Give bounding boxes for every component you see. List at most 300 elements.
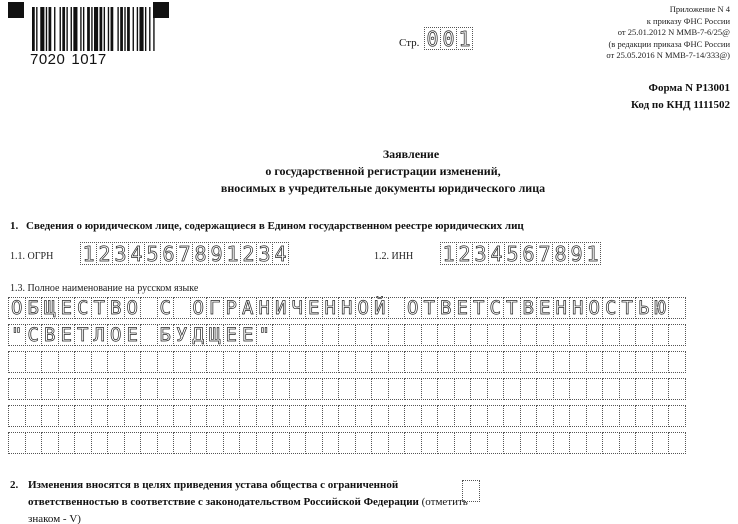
- full-name-char-cell[interactable]: [652, 378, 670, 400]
- full-name-char-cell[interactable]: Е: [223, 324, 241, 346]
- full-name-char-cell[interactable]: [602, 432, 620, 454]
- full-name-char-cell[interactable]: [470, 324, 488, 346]
- full-name-char-cell[interactable]: [569, 351, 587, 373]
- full-name-char-cell[interactable]: [586, 324, 604, 346]
- full-name-char-cell[interactable]: [388, 297, 406, 319]
- full-name-char-cell[interactable]: [553, 351, 571, 373]
- full-name-char-cell[interactable]: О: [190, 297, 208, 319]
- page-digit-cell[interactable]: 1: [456, 27, 473, 50]
- full-name-char-cell[interactable]: [74, 351, 92, 373]
- full-name-char-cell[interactable]: [619, 324, 637, 346]
- full-name-char-cell[interactable]: [454, 432, 472, 454]
- full-name-char-cell[interactable]: О: [355, 297, 373, 319]
- full-name-char-cell[interactable]: [289, 432, 307, 454]
- full-name-char-cell[interactable]: [107, 351, 125, 373]
- full-name-char-cell[interactable]: [223, 432, 241, 454]
- full-name-char-cell[interactable]: [487, 351, 505, 373]
- full-name-char-cell[interactable]: Е: [305, 297, 323, 319]
- full-name-char-cell[interactable]: [173, 378, 191, 400]
- full-name-char-cell[interactable]: О: [404, 297, 422, 319]
- barcode-bar: [111, 7, 114, 51]
- full-name-char-cell[interactable]: [470, 351, 488, 373]
- full-name-char-cell[interactable]: В: [437, 297, 455, 319]
- form-id: [631, 80, 730, 114]
- full-name-char-cell[interactable]: Н: [569, 297, 587, 319]
- full-name-char-cell[interactable]: [41, 432, 59, 454]
- full-name-char-cell[interactable]: [520, 351, 538, 373]
- annex-note: [606, 4, 730, 62]
- full-name-char-cell[interactable]: [256, 351, 274, 373]
- full-name-char-cell[interactable]: Н: [553, 297, 571, 319]
- full-name-row[interactable]: [8, 324, 685, 347]
- full-name-char-cell[interactable]: [602, 324, 620, 346]
- full-name-char-cell[interactable]: [91, 378, 109, 400]
- full-name-char-cell[interactable]: [487, 324, 505, 346]
- full-name-char-cell[interactable]: ": [8, 324, 26, 346]
- full-name-char-cell[interactable]: ": [256, 324, 274, 346]
- full-name-char-cell[interactable]: [91, 405, 109, 427]
- full-name-char-cell[interactable]: [355, 351, 373, 373]
- full-name-char-cell[interactable]: [652, 405, 670, 427]
- full-name-char-cell[interactable]: [569, 324, 587, 346]
- full-name-char-cell[interactable]: [25, 405, 43, 427]
- full-name-char-cell[interactable]: [157, 351, 175, 373]
- full-name-char-cell[interactable]: [536, 405, 554, 427]
- full-name-char-cell[interactable]: [454, 378, 472, 400]
- full-name-row[interactable]: [8, 405, 685, 428]
- full-name-char-cell[interactable]: [404, 351, 422, 373]
- full-name-char-cell[interactable]: Т: [470, 297, 488, 319]
- full-name-char-cell[interactable]: Е: [58, 324, 76, 346]
- full-name-char-cell[interactable]: [206, 351, 224, 373]
- full-name-char-cell[interactable]: [635, 351, 653, 373]
- full-name-char-cell[interactable]: [454, 405, 472, 427]
- full-name-char-cell[interactable]: С: [25, 324, 43, 346]
- full-name-char-cell[interactable]: [25, 351, 43, 373]
- full-name-char-cell[interactable]: [421, 378, 439, 400]
- full-name-row[interactable]: [8, 297, 685, 320]
- full-name-char-cell[interactable]: И: [272, 297, 290, 319]
- inn-digit-cell[interactable]: 3: [472, 242, 489, 265]
- barcode-bar: [80, 7, 81, 51]
- full-name-char-cell[interactable]: [668, 351, 686, 373]
- full-name-char-cell[interactable]: Т: [74, 324, 92, 346]
- full-name-char-cell[interactable]: [569, 405, 587, 427]
- full-name-char-cell[interactable]: [470, 405, 488, 427]
- barcode-bar: [62, 7, 65, 51]
- ogrn-digit-cell[interactable]: 2: [96, 242, 113, 265]
- charter-compliance-checkbox[interactable]: [462, 480, 480, 502]
- full-name-char-cell[interactable]: [206, 378, 224, 400]
- full-name-char-cell[interactable]: Е: [58, 297, 76, 319]
- full-name-char-cell[interactable]: [74, 378, 92, 400]
- full-name-char-cell[interactable]: [41, 405, 59, 427]
- full-name-char-cell[interactable]: [421, 432, 439, 454]
- full-name-char-cell[interactable]: [503, 405, 521, 427]
- full-name-char-cell[interactable]: [140, 378, 158, 400]
- full-name-char-cell[interactable]: С: [487, 297, 505, 319]
- full-name-char-cell[interactable]: Н: [322, 297, 340, 319]
- full-name-char-cell[interactable]: Щ: [206, 324, 224, 346]
- barcode-bar: [54, 7, 55, 51]
- full-name-char-cell[interactable]: С: [157, 297, 175, 319]
- ogrn-digit-cell[interactable]: 4: [272, 242, 289, 265]
- full-name-char-cell[interactable]: [305, 351, 323, 373]
- full-name-char-cell[interactable]: [272, 378, 290, 400]
- barcode-number-part: 7020: [30, 51, 66, 68]
- full-name-char-cell[interactable]: [404, 432, 422, 454]
- full-name-char-cell[interactable]: Щ: [41, 297, 59, 319]
- full-name-char-cell[interactable]: [355, 324, 373, 346]
- full-name-char-cell[interactable]: [437, 432, 455, 454]
- ogrn-digit-cell[interactable]: 6: [160, 242, 177, 265]
- full-name-char-cell[interactable]: [124, 432, 142, 454]
- full-name-char-cell[interactable]: [437, 324, 455, 346]
- full-name-char-cell[interactable]: [668, 405, 686, 427]
- full-name-char-cell[interactable]: [470, 432, 488, 454]
- form-knd: Код по КНД 1111502: [630, 99, 730, 111]
- full-name-char-cell[interactable]: [256, 405, 274, 427]
- full-name-char-cell[interactable]: [272, 405, 290, 427]
- ogrn-digit-cell[interactable]: 1: [80, 242, 97, 265]
- full-name-char-cell[interactable]: [239, 432, 257, 454]
- full-name-char-cell[interactable]: В: [41, 324, 59, 346]
- full-name-char-cell[interactable]: Е: [124, 324, 142, 346]
- full-name-char-cell[interactable]: [503, 351, 521, 373]
- full-name-char-cell[interactable]: [8, 378, 26, 400]
- full-name-char-cell[interactable]: [140, 324, 158, 346]
- full-name-char-cell[interactable]: [487, 405, 505, 427]
- ogrn-digit-cell[interactable]: 9: [208, 242, 225, 265]
- full-name-char-cell[interactable]: [140, 351, 158, 373]
- full-name-char-cell[interactable]: [8, 432, 26, 454]
- full-name-char-cell[interactable]: [553, 324, 571, 346]
- full-name-char-cell[interactable]: [635, 432, 653, 454]
- full-name-char-cell[interactable]: Т: [503, 297, 521, 319]
- full-name-char-cell[interactable]: Е: [536, 297, 554, 319]
- full-name-char-cell[interactable]: [107, 378, 125, 400]
- full-name-char-cell[interactable]: [124, 351, 142, 373]
- full-name-char-cell[interactable]: [157, 378, 175, 400]
- full-name-char-cell[interactable]: [371, 405, 389, 427]
- full-name-char-cell[interactable]: [569, 432, 587, 454]
- full-name-char-cell[interactable]: [289, 351, 307, 373]
- inn-digit-cell[interactable]: 8: [552, 242, 569, 265]
- full-name-char-cell[interactable]: [388, 351, 406, 373]
- full-name-char-cell[interactable]: [371, 324, 389, 346]
- full-name-char-cell[interactable]: Т: [619, 297, 637, 319]
- full-name-char-cell[interactable]: [322, 378, 340, 400]
- full-name-char-cell[interactable]: [289, 324, 307, 346]
- full-name-char-cell[interactable]: [58, 378, 76, 400]
- full-name-char-cell[interactable]: [503, 324, 521, 346]
- full-name-char-cell[interactable]: [487, 378, 505, 400]
- full-name-char-cell[interactable]: [322, 432, 340, 454]
- full-name-char-cell[interactable]: Й: [371, 297, 389, 319]
- full-name-char-cell[interactable]: [322, 351, 340, 373]
- full-name-char-cell[interactable]: [289, 405, 307, 427]
- ogrn-digit-cell[interactable]: 8: [192, 242, 209, 265]
- full-name-char-cell[interactable]: [668, 297, 686, 319]
- full-name-char-cell[interactable]: [404, 405, 422, 427]
- full-name-char-cell[interactable]: Д: [190, 324, 208, 346]
- full-name-char-cell[interactable]: [619, 378, 637, 400]
- full-name-char-cell[interactable]: Б: [157, 324, 175, 346]
- barcode-bar: [36, 7, 37, 51]
- barcode-bar: [117, 7, 118, 51]
- full-name-char-cell[interactable]: [635, 324, 653, 346]
- full-name-char-cell[interactable]: [619, 405, 637, 427]
- full-name-char-cell[interactable]: С: [74, 297, 92, 319]
- full-name-char-cell[interactable]: О: [586, 297, 604, 319]
- full-name-char-cell[interactable]: Н: [338, 297, 356, 319]
- full-name-char-cell[interactable]: [8, 405, 26, 427]
- full-name-char-cell[interactable]: Ч: [289, 297, 307, 319]
- ogrn-digit-cell[interactable]: 2: [240, 242, 257, 265]
- barcode-bar: [137, 7, 138, 51]
- ogrn-digit-cell[interactable]: 4: [128, 242, 145, 265]
- full-name-row[interactable]: [8, 378, 685, 401]
- full-name-char-cell[interactable]: [157, 432, 175, 454]
- full-name-char-cell[interactable]: [124, 378, 142, 400]
- full-name-char-cell[interactable]: [173, 297, 191, 319]
- full-name-char-cell[interactable]: [421, 324, 439, 346]
- full-name-char-cell[interactable]: [421, 351, 439, 373]
- full-name-char-cell[interactable]: [536, 324, 554, 346]
- full-name-char-cell[interactable]: [454, 351, 472, 373]
- barcode-bar: [108, 7, 109, 51]
- full-name-char-cell[interactable]: [272, 324, 290, 346]
- full-name-char-cell[interactable]: [487, 432, 505, 454]
- full-name-char-cell[interactable]: [437, 405, 455, 427]
- full-name-char-cell[interactable]: [553, 378, 571, 400]
- full-name-char-cell[interactable]: [586, 351, 604, 373]
- full-name-char-cell[interactable]: [437, 378, 455, 400]
- full-name-char-cell[interactable]: Ь: [635, 297, 653, 319]
- full-name-char-cell[interactable]: [586, 378, 604, 400]
- full-name-char-cell[interactable]: [338, 378, 356, 400]
- full-name-char-cell[interactable]: [8, 351, 26, 373]
- full-name-row[interactable]: [8, 351, 685, 374]
- ogrn-digit-cell[interactable]: 3: [256, 242, 273, 265]
- full-name-char-cell[interactable]: [635, 378, 653, 400]
- page-digit-cell[interactable]: 0: [424, 27, 441, 50]
- full-name-char-cell[interactable]: [388, 405, 406, 427]
- full-name-char-cell[interactable]: [619, 432, 637, 454]
- full-name-char-cell[interactable]: Т: [91, 297, 109, 319]
- full-name-char-cell[interactable]: [157, 405, 175, 427]
- full-name-char-cell[interactable]: [668, 432, 686, 454]
- inn-digit-cell[interactable]: 2: [456, 242, 473, 265]
- full-name-char-cell[interactable]: [140, 297, 158, 319]
- full-name-field[interactable]: [8, 297, 685, 459]
- full-name-char-cell[interactable]: [553, 405, 571, 427]
- ogrn-digit-cell[interactable]: 1: [224, 242, 241, 265]
- full-name-char-cell[interactable]: С: [602, 297, 620, 319]
- full-name-char-cell[interactable]: [322, 324, 340, 346]
- full-name-char-cell[interactable]: Р: [223, 297, 241, 319]
- full-name-char-cell[interactable]: [388, 324, 406, 346]
- full-name-char-cell[interactable]: [569, 378, 587, 400]
- full-name-char-cell[interactable]: [338, 351, 356, 373]
- full-name-char-cell[interactable]: [404, 378, 422, 400]
- full-name-char-cell[interactable]: [652, 351, 670, 373]
- full-name-char-cell[interactable]: [239, 405, 257, 427]
- full-name-char-cell[interactable]: [553, 432, 571, 454]
- full-name-char-cell[interactable]: Б: [25, 297, 43, 319]
- full-name-char-cell[interactable]: [91, 351, 109, 373]
- annex-line: (в редакции приказа ФНС России: [608, 38, 730, 49]
- full-name-char-cell[interactable]: Е: [239, 324, 257, 346]
- full-name-char-cell[interactable]: [91, 432, 109, 454]
- full-name-char-cell[interactable]: [173, 351, 191, 373]
- page-digit-cell[interactable]: 0: [440, 27, 457, 50]
- full-name-char-cell[interactable]: [140, 432, 158, 454]
- full-name-char-cell[interactable]: [190, 405, 208, 427]
- full-name-char-cell[interactable]: [355, 378, 373, 400]
- full-name-char-cell[interactable]: [305, 405, 323, 427]
- full-name-char-cell[interactable]: [239, 378, 257, 400]
- full-name-char-cell[interactable]: [58, 351, 76, 373]
- ogrn-field[interactable]: [80, 242, 288, 265]
- full-name-char-cell[interactable]: [388, 432, 406, 454]
- full-name-char-cell[interactable]: [404, 324, 422, 346]
- full-name-char-cell[interactable]: [173, 405, 191, 427]
- inn-digit-cell[interactable]: 9: [568, 242, 585, 265]
- full-name-char-cell[interactable]: [454, 324, 472, 346]
- full-name-char-cell[interactable]: Т: [421, 297, 439, 319]
- full-name-char-cell[interactable]: [223, 405, 241, 427]
- full-name-char-cell[interactable]: [190, 351, 208, 373]
- inn-digit-cell[interactable]: 1: [440, 242, 457, 265]
- full-name-char-cell[interactable]: [437, 351, 455, 373]
- full-name-char-cell[interactable]: [58, 405, 76, 427]
- full-name-char-cell[interactable]: [520, 405, 538, 427]
- full-name-char-cell[interactable]: Г: [206, 297, 224, 319]
- full-name-char-cell[interactable]: [355, 432, 373, 454]
- full-name-char-cell[interactable]: [355, 405, 373, 427]
- full-name-char-cell[interactable]: [223, 351, 241, 373]
- full-name-char-cell[interactable]: [652, 324, 670, 346]
- full-name-char-cell[interactable]: [289, 378, 307, 400]
- full-name-char-cell[interactable]: Л: [91, 324, 109, 346]
- full-name-char-cell[interactable]: [602, 351, 620, 373]
- full-name-char-cell[interactable]: [338, 324, 356, 346]
- full-name-char-cell[interactable]: [602, 405, 620, 427]
- full-name-char-cell[interactable]: [107, 432, 125, 454]
- full-name-char-cell[interactable]: [520, 432, 538, 454]
- full-name-char-cell[interactable]: [421, 405, 439, 427]
- full-name-char-cell[interactable]: [25, 378, 43, 400]
- full-name-char-cell[interactable]: [256, 378, 274, 400]
- full-name-char-cell[interactable]: [388, 378, 406, 400]
- full-name-char-cell[interactable]: У: [173, 324, 191, 346]
- inn-digit-cell[interactable]: 4: [488, 242, 505, 265]
- barcode-bar: [139, 7, 143, 51]
- full-name-char-cell[interactable]: [272, 432, 290, 454]
- full-name-char-cell[interactable]: Н: [256, 297, 274, 319]
- full-name-char-cell[interactable]: [305, 378, 323, 400]
- full-name-char-cell[interactable]: [602, 378, 620, 400]
- full-name-char-cell[interactable]: [206, 405, 224, 427]
- full-name-char-cell[interactable]: [668, 378, 686, 400]
- full-name-char-cell[interactable]: [239, 351, 257, 373]
- full-name-char-cell[interactable]: [586, 432, 604, 454]
- full-name-char-cell[interactable]: [338, 405, 356, 427]
- full-name-char-cell[interactable]: [338, 432, 356, 454]
- full-name-char-cell[interactable]: [256, 432, 274, 454]
- ogrn-digit-cell[interactable]: 5: [144, 242, 161, 265]
- full-name-char-cell[interactable]: [503, 432, 521, 454]
- full-name-char-cell[interactable]: [668, 324, 686, 346]
- full-name-char-cell[interactable]: [305, 324, 323, 346]
- ogrn-digit-cell[interactable]: 3: [112, 242, 129, 265]
- full-name-char-cell[interactable]: [107, 405, 125, 427]
- full-name-char-cell[interactable]: [223, 378, 241, 400]
- full-name-char-cell[interactable]: О: [107, 324, 125, 346]
- ogrn-digit-cell[interactable]: 7: [176, 242, 193, 265]
- full-name-char-cell[interactable]: [74, 432, 92, 454]
- full-name-char-cell[interactable]: Ю: [652, 297, 670, 319]
- full-name-char-cell[interactable]: [536, 351, 554, 373]
- inn-field[interactable]: [440, 242, 600, 265]
- full-name-char-cell[interactable]: [206, 432, 224, 454]
- full-name-char-cell[interactable]: [536, 378, 554, 400]
- full-name-char-cell[interactable]: [41, 378, 59, 400]
- full-name-char-cell[interactable]: О: [8, 297, 26, 319]
- full-name-char-cell[interactable]: [503, 378, 521, 400]
- full-name-char-cell[interactable]: [190, 378, 208, 400]
- full-name-char-cell[interactable]: [58, 432, 76, 454]
- full-name-char-cell[interactable]: [124, 405, 142, 427]
- full-name-char-cell[interactable]: [635, 405, 653, 427]
- barcode-bar: [94, 7, 98, 51]
- inn-digit-cell[interactable]: 6: [520, 242, 537, 265]
- full-name-char-cell[interactable]: [371, 351, 389, 373]
- full-name-char-cell[interactable]: О: [124, 297, 142, 319]
- full-name-char-cell[interactable]: [520, 378, 538, 400]
- full-name-char-cell[interactable]: [371, 378, 389, 400]
- full-name-char-cell[interactable]: [173, 432, 191, 454]
- full-name-char-cell[interactable]: [140, 405, 158, 427]
- annex-line: Приложение N 4: [669, 4, 730, 14]
- inn-digit-cell[interactable]: 5: [504, 242, 521, 265]
- full-name-char-cell[interactable]: [470, 378, 488, 400]
- inn-digit-cell[interactable]: 1: [584, 242, 601, 265]
- full-name-row[interactable]: [8, 432, 685, 455]
- full-name-char-cell[interactable]: [322, 405, 340, 427]
- full-name-char-cell[interactable]: А: [239, 297, 257, 319]
- full-name-char-cell[interactable]: [371, 432, 389, 454]
- full-name-char-cell[interactable]: [190, 432, 208, 454]
- full-name-char-cell[interactable]: [652, 432, 670, 454]
- full-name-char-cell[interactable]: [41, 351, 59, 373]
- full-name-char-cell[interactable]: В: [107, 297, 125, 319]
- full-name-char-cell[interactable]: В: [520, 297, 538, 319]
- full-name-char-cell[interactable]: [25, 432, 43, 454]
- full-name-char-cell[interactable]: [520, 324, 538, 346]
- full-name-char-cell[interactable]: [536, 432, 554, 454]
- full-name-char-cell[interactable]: [305, 432, 323, 454]
- full-name-char-cell[interactable]: [272, 351, 290, 373]
- section-number: 1.: [10, 220, 19, 232]
- full-name-char-cell[interactable]: [74, 405, 92, 427]
- full-name-char-cell[interactable]: Е: [454, 297, 472, 319]
- page-number-cells[interactable]: [424, 27, 472, 50]
- full-name-char-cell[interactable]: [619, 351, 637, 373]
- inn-digit-cell[interactable]: 7: [536, 242, 553, 265]
- full-name-char-cell[interactable]: [586, 405, 604, 427]
